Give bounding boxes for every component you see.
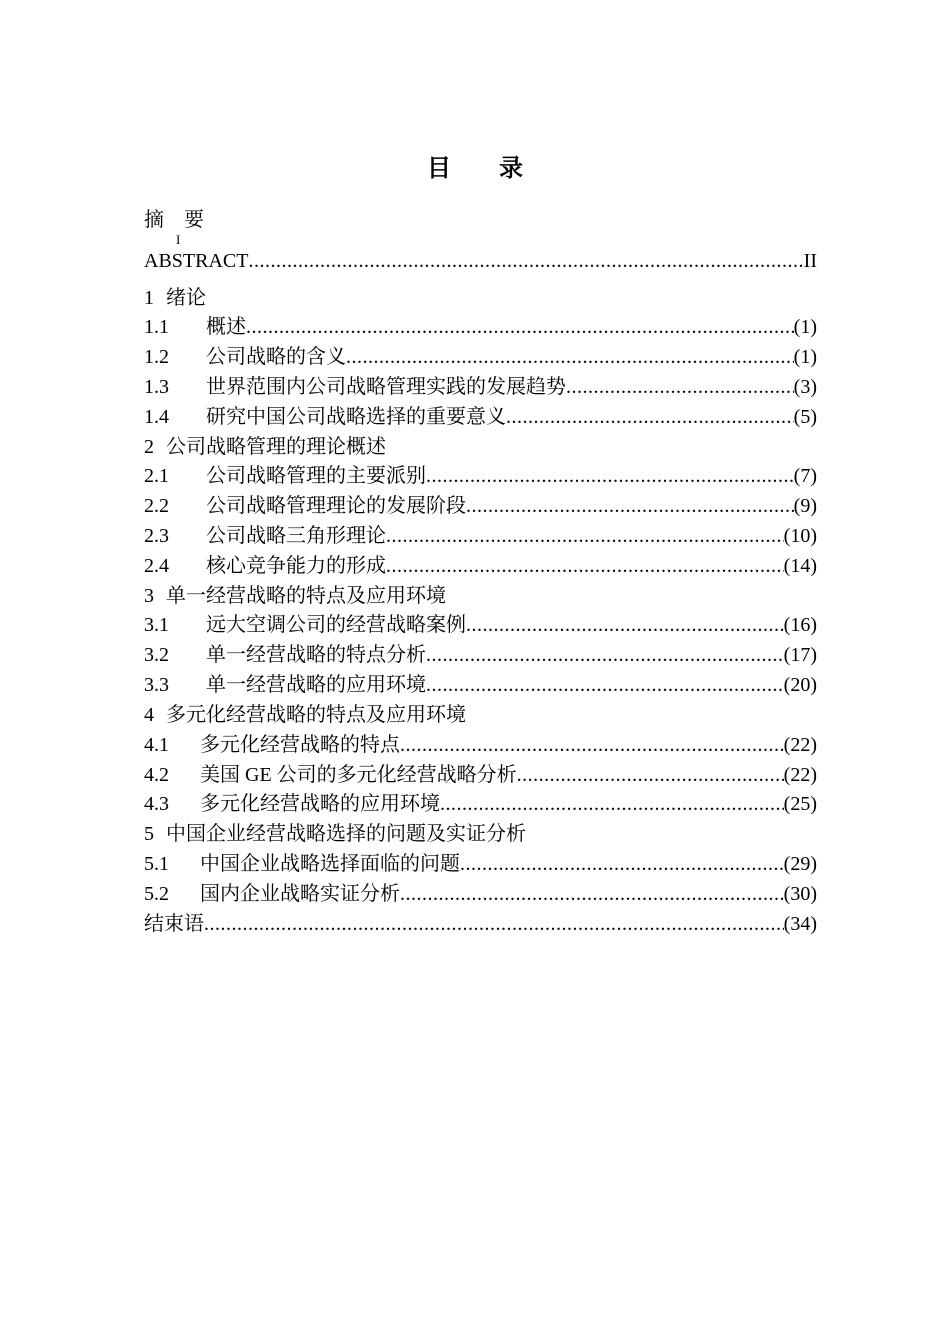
toc-entry-5-2[interactable] [144,877,817,905]
leader-dots [204,913,784,936]
leader-dots [566,376,794,399]
toc-entry-page: (29) [783,853,817,875]
chapter-number: 3 [144,585,154,607]
toc-entry-4-2[interactable] [144,758,817,786]
toc-entry-page: (16) [783,614,817,636]
toc-entry-4-1[interactable] [144,728,817,756]
toc-entry-number: 1.1 [144,316,169,338]
leader-dots [517,764,784,787]
toc-entry-label: 公司战略的含义 [206,346,346,368]
leader-dots [400,734,784,757]
chapter-number: 2 [144,436,154,458]
toc-entry-conclusion[interactable] [144,907,817,935]
leader-dots [426,465,794,488]
toc-entry-label: 公司战略管理理论的发展阶段 [206,495,466,517]
toc-entry-3-2[interactable] [144,638,817,666]
toc-entry-2-4[interactable] [144,549,817,577]
toc-chapter-4[interactable] [144,698,466,727]
toc-entry-2-2[interactable] [144,489,817,517]
toc-entry-page: (17) [783,644,817,666]
chapter-title: 绪论 [166,285,206,309]
toc-entry-label: 世界范围内公司战略管理实践的发展趋势 [206,376,566,398]
leader-dots [248,250,803,273]
toc-entry-number: 1.4 [144,406,169,428]
toc-entry-page: (5) [793,406,817,428]
toc-entry-number: 5.2 [144,883,169,905]
toc-entry-number: 2.4 [144,555,169,577]
toc-entry-page: (3) [793,376,817,398]
leader-dots [426,674,784,697]
toc-entry-number: 3.2 [144,644,169,666]
toc-entry-1-4[interactable] [144,400,817,428]
toc-entry-1-1[interactable] [144,310,817,338]
toc-entry-page: (9) [793,495,817,517]
leader-dots [400,883,784,906]
toc-chapter-2[interactable] [144,430,386,459]
toc-entry-1-3[interactable] [144,370,817,398]
chapter-number: 1 [144,287,154,309]
toc-entry-page: (1) [793,316,817,338]
toc-title-char-1: 目 [427,154,451,182]
toc-entry-abstract-en[interactable] [144,250,817,278]
toc-entry-label: 单一经营战略的特点分析 [206,644,426,666]
toc-chapter-1[interactable] [144,281,206,310]
toc-entry-number: 1.3 [144,376,169,398]
toc-entry-4-3[interactable] [144,787,817,815]
chapter-title: 多元化经营战略的特点及应用环境 [166,702,466,726]
leader-dots [466,614,784,637]
toc-chapter-3[interactable] [144,579,446,608]
toc-entry-number: 2.3 [144,525,169,547]
toc-entry-1-2[interactable] [144,340,817,368]
toc-entry-label: 单一经营战略的应用环境 [206,674,426,696]
toc-entry-page: (30) [783,883,817,905]
toc-entry-number: 5.1 [144,853,169,875]
toc-entry-label: 结束语 [144,911,204,935]
chapter-number: 4 [144,704,154,726]
toc-entry-page: (20) [783,674,817,696]
leader-dots [386,525,784,548]
toc-entry-number: 4.3 [144,793,169,815]
toc-entry-page: (1) [793,346,817,368]
toc-entry-label: 公司战略管理的主要派别 [206,465,426,487]
chapter-number: 5 [144,823,154,845]
abstract-cn-char-1: 摘 [144,207,164,231]
toc-entry-abstract-cn[interactable] [144,203,204,232]
toc-entry-label: 概述 [206,316,246,338]
toc-entry-page: (14) [783,555,817,577]
leader-dots [346,346,794,369]
toc-entry-label: 国内企业战略实证分析 [200,883,400,905]
toc-entry-3-3[interactable] [144,668,817,696]
leader-dots [386,555,784,578]
toc-entry-label: 多元化经营战略的特点 [200,734,400,756]
toc-entry-2-3[interactable] [144,519,817,547]
toc-entry-number: 4.2 [144,764,169,786]
leader-dots [506,406,794,429]
toc-entry-label: 核心竞争能力的形成 [206,555,386,577]
toc-entry-label: 公司战略三角形理论 [206,525,386,547]
abstract-cn-page: I [176,232,181,247]
toc-entry-number: 2.2 [144,495,169,517]
toc-entry-page: (22) [783,734,817,756]
toc-entry-label: 中国企业战略选择面临的问题 [200,853,460,875]
toc-entry-number: 4.1 [144,734,169,756]
toc-entry-label: 研究中国公司战略选择的重要意义 [206,406,506,428]
toc-entry-2-1[interactable] [144,459,817,487]
leader-dots [460,853,784,876]
toc-title [0,148,950,183]
toc-chapter-5[interactable] [144,817,526,846]
toc-entry-page: (34) [783,913,817,935]
toc-entry-number: 3.1 [144,614,169,636]
toc-entry-page: (22) [783,764,817,786]
toc-entry-page: II [803,250,817,272]
leader-dots [440,793,784,816]
toc-title-char-2: 录 [499,154,523,182]
toc-entry-label: 多元化经营战略的应用环境 [200,793,440,815]
toc-entry-page: (7) [793,465,817,487]
toc-entry-number: 1.2 [144,346,169,368]
leader-dots [466,495,794,518]
toc-entry-page: (25) [783,793,817,815]
toc-entry-label: ABSTRACT [144,250,249,272]
toc-entry-page: (10) [783,525,817,547]
chapter-title: 公司战略管理的理论概述 [166,434,386,458]
leader-dots [246,316,794,339]
chapter-title: 单一经营战略的特点及应用环境 [166,583,446,607]
toc-entry-number: 2.1 [144,465,169,487]
toc-entry-label: 美国 GE 公司的多元化经营战略分析 [200,764,517,786]
toc-entry-number: 3.3 [144,674,169,696]
chapter-title: 中国企业经营战略选择的问题及实证分析 [166,821,526,845]
toc-entry-3-1[interactable] [144,608,817,636]
leader-dots [426,644,784,667]
abstract-cn-char-2: 要 [184,207,204,231]
toc-entry-label: 远大空调公司的经营战略案例 [206,614,466,636]
toc-entry-5-1[interactable] [144,847,817,875]
